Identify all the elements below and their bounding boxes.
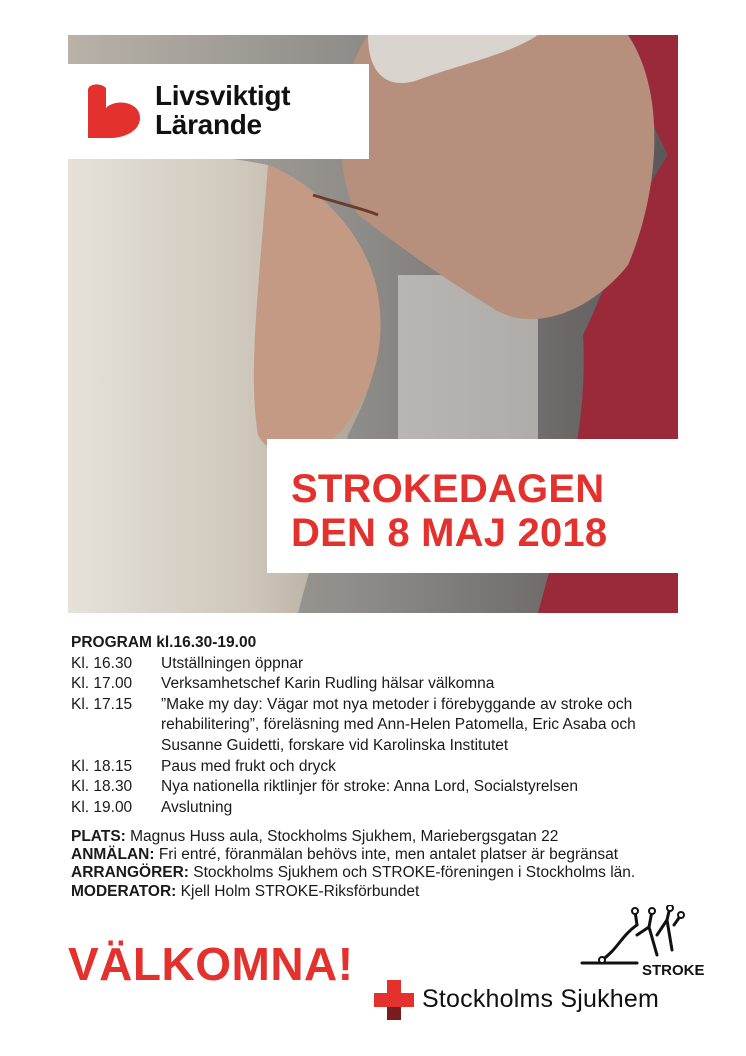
moderator-label: MODERATOR: [71, 882, 177, 900]
program-row [71, 695, 691, 757]
title-box [267, 439, 678, 573]
sjukhem-cross-icon [372, 978, 416, 1022]
program-row [71, 777, 691, 798]
heart-logo-icon [86, 82, 142, 140]
title-line1: STROKEDAGEN [291, 467, 605, 511]
sjukhem-name: Stockholms Sjukhem [422, 985, 660, 1013]
program-desc: Verksamhetschef Karin Rudling hälsar välkomna [161, 675, 495, 693]
info-moderator [71, 883, 711, 901]
program-section [71, 633, 691, 818]
program-row [71, 654, 691, 675]
plats-value: Magnus Huss aula, Stockholms Sjukhem, Mariebergsgatan 22 [130, 828, 559, 845]
info-plats [71, 828, 711, 846]
program-time: Kl. 18.30 [71, 778, 133, 796]
program-heading: PROGRAM kl.16.30-19.00 [71, 634, 257, 651]
program-time: Kl. 17.00 [71, 675, 133, 693]
anmalan-value: Fri entré, föranmälan behövs inte, men antalet platser är begränsat [158, 846, 619, 864]
livsviktigt-logo [68, 64, 369, 159]
moderator-value: Kjell Holm STROKE-Riksförbundet [180, 882, 420, 900]
program-row [71, 798, 691, 819]
program-desc: Paus med frukt och dryck [161, 757, 336, 775]
logo-text [155, 81, 290, 139]
welcome-text: VÄLKOMNA! [68, 938, 354, 990]
program-desc: ”Make my day: Vägar mot nya metoder i förebyggande av stroke och rehabilitering”, föreläsning med Ann-Helen Patomella, Eric Asaba och Susanne Guidetti, forskare vid Karolinska Institutet [161, 695, 636, 754]
program-desc: Utställningen öppnar [161, 654, 304, 672]
program-row [71, 674, 691, 695]
info-section [71, 828, 711, 901]
title-line2: DEN 8 MAJ 2018 [291, 511, 608, 555]
program-desc: Avslutning [161, 798, 233, 816]
logo-line2: Lärande [155, 109, 262, 140]
stroke-figure-icon [577, 905, 712, 967]
stroke-logo-text: STROKE [642, 962, 705, 979]
event-title [291, 467, 607, 555]
info-anmalan [71, 846, 711, 864]
program-time: Kl. 19.00 [71, 798, 133, 816]
arrangorer-value: Stockholms Sjukhem och STROKE-föreningen i Stockholms län. [193, 864, 636, 882]
anmalan-label: ANMÄLAN: [71, 846, 155, 864]
arrangorer-label: ARRANGÖRER: [71, 864, 189, 882]
program-time: Kl. 18.15 [71, 757, 133, 775]
program-time: Kl. 16.30 [71, 654, 133, 672]
program-desc: Nya nationella riktlinjer för stroke: Anna Lord, Socialstyrelsen [161, 778, 578, 796]
info-arrangorer [71, 864, 711, 882]
logo-line1: Livsviktigt [155, 80, 291, 111]
program-time: Kl. 17.15 [71, 695, 133, 713]
plats-label: PLATS: [71, 828, 126, 845]
program-row [71, 757, 691, 778]
